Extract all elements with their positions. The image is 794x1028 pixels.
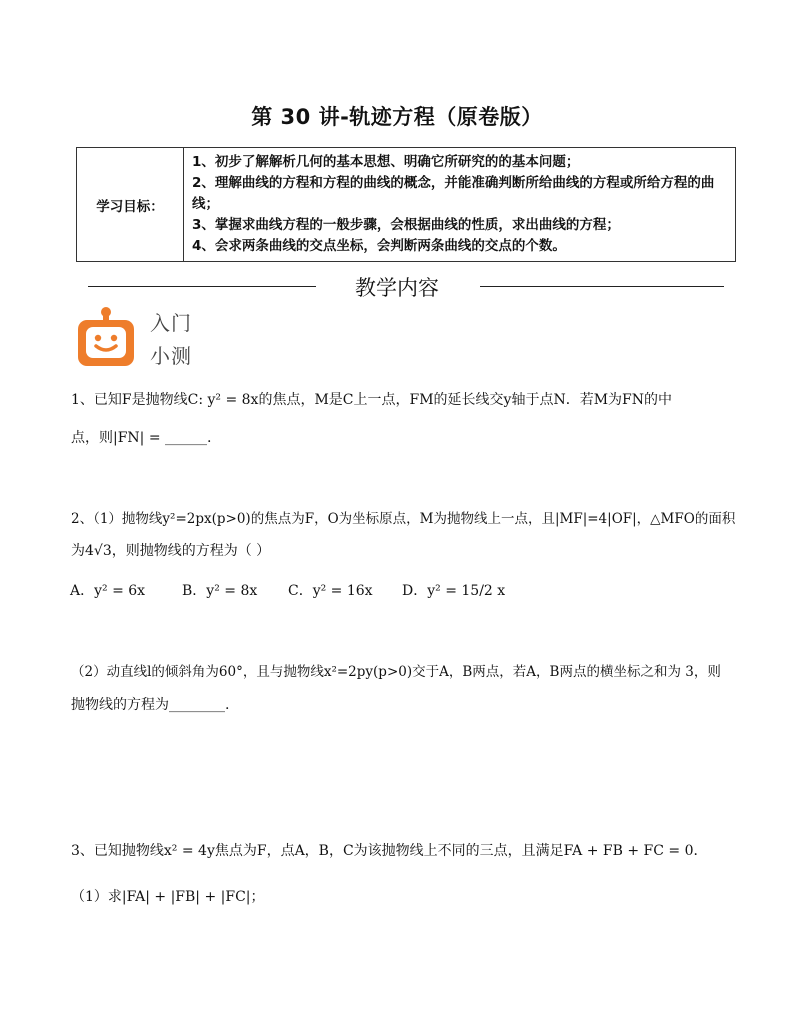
section-title: 教学内容	[355, 276, 439, 300]
question-2-part2-line2: 抛物线的方程为________.	[71, 697, 230, 713]
goals-list	[184, 148, 736, 262]
question-2-part1-line1: 2、（1）抛物线y²=2px(p>0)的焦点为F，O为坐标原点，M为抛物线上一点，且|MF|=4|OF|，△MFO的面积	[71, 511, 736, 527]
option-b: B．y² = 8x	[182, 583, 258, 599]
logo-line1: 入门	[150, 311, 192, 335]
option-a: A．y² = 6x	[70, 583, 146, 599]
logo-line2: 小测	[150, 344, 192, 368]
question-2-part1-line2: 为4√3，则抛物线的方程为（ ）	[71, 543, 271, 559]
goal-item: 2、理解曲线的方程和方程的曲线的概念，并能准确判断所给曲线的方程或所给方程的曲线；	[192, 175, 715, 212]
question-1-line1: 1、已知F是抛物线C: y² = 8x的焦点，M是C上一点，FM的延长线交y轴于点N．若M为FN的中	[71, 392, 673, 408]
learning-goals-table	[76, 147, 736, 262]
question-3-line1: 3、已知抛物线x² = 4y焦点为F，点A，B，C为该抛物线上不同的三点，且满足FA + FB + FC = 0．	[71, 843, 708, 859]
option-c: C．y² = 16x	[288, 583, 373, 599]
question-3-sub1: （1）求|FA| + |FB| + |FC|；	[71, 889, 265, 905]
section-rule-right	[480, 286, 724, 287]
question-1-line2: 点，则|FN| = ______.	[71, 430, 212, 446]
goal-item: 1、初步了解解析几何的基本思想、明确它所研究的的基本问题；	[192, 154, 580, 170]
goals-label: 学习目标：	[77, 148, 184, 262]
goal-item: 3、掌握求曲线方程的一般步骤，会根据曲线的性质，求出曲线的方程；	[192, 217, 620, 233]
goal-item: 4、会求两条曲线的交点坐标，会判断两条曲线的交点的个数。	[192, 238, 566, 254]
option-d: D．y² = 15/2 x	[402, 583, 506, 599]
page-title: 第 30 讲-轨迹方程（原卷版）	[251, 105, 543, 129]
question-2-part2-line1: （2）动直线l的倾斜角为60°，且与抛物线x²=2py(p>0)交于A，B两点，若A，B两点的横坐标之和为 3，则	[71, 664, 721, 680]
robot-face-icon	[74, 306, 138, 370]
